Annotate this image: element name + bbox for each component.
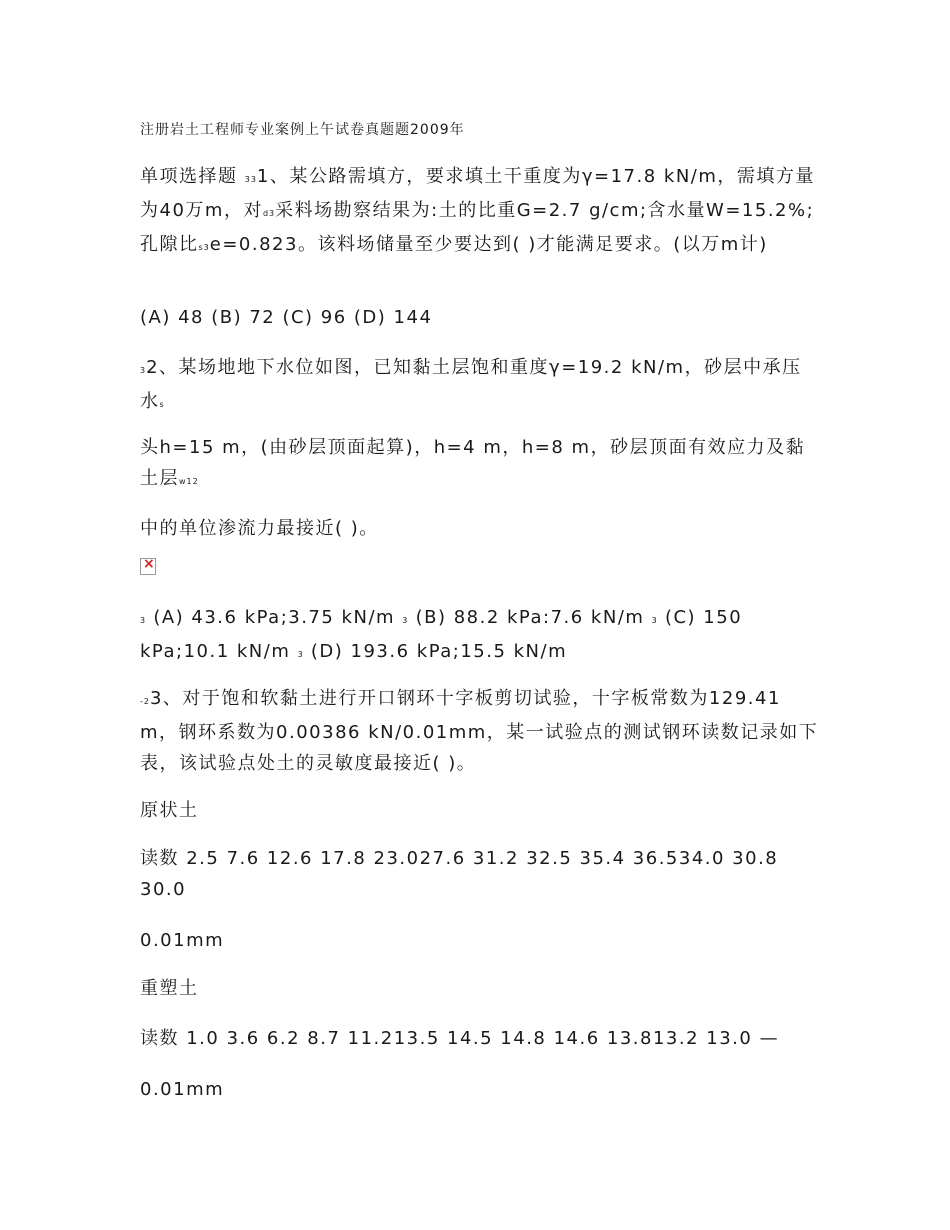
question-1-options: (A) 48 (B) 72 (C) 96 (D) 144 [140,307,433,328]
section-heading: 单项选择题 [140,166,245,187]
option-d: (D) 193.6 kPa;15.5 kN/m [303,641,568,662]
undisturbed-readings: 读数 2.5 7.6 12.6 17.8 23.027.6 31.2 32.5 35.4 36.534.0 30.8 30.0 [140,848,779,900]
question-1-line: e=0.823。该料场储量至少要达到( )才能满足要求。(以万m计) [209,234,768,255]
option-b: (B) 88.2 kPa:7.6 kN/m [408,607,652,628]
subscript-note: 33 [244,175,257,184]
question-3-line: 3、对于饱和软黏土进行开口钢环十字板剪切试验，十字板常数为129.41 m，钢环系数为0.00386 kN/0.01mm，某一试验点的测试钢环读数记录如下表，该试验点处土的灵敏度最接近( )。 [140,688,819,774]
unit-label: 0.01mm [140,1079,225,1100]
option-a: (A) 43.6 kPa;3.75 kN/m [146,607,403,628]
subscript-note: 3 [140,616,147,625]
subscript-note: w12 [179,477,199,486]
subscript-note: s [159,400,165,409]
unit-label: 0.01mm [140,930,225,951]
subscript-note: s3 [198,243,210,252]
question-2-prompt: 中的单位渗流力最接近( )。 [140,518,379,539]
question-1-line: 1、某公路需填方，要求填土干重度为γ=17.8 kN/m，需填方量为40万m，对 [140,166,815,221]
subscript-note: 3 [402,616,409,625]
option-c: (C) 150 kPa;10.1 kN/m [140,607,743,662]
remolded-soil-label: 重塑土 [140,978,199,999]
subscript-note: 3 [140,366,147,375]
question-2-line: 2、某场地地下水位如图，已知黏土层饱和重度γ=19.2 kN/m，砂层中承压水 [140,357,802,412]
question-2-text [140,352,820,420]
question-1-text [140,161,820,263]
subscript-note: d3 [262,209,276,218]
subscript-note: -2 [140,697,150,706]
broken-image-icon [140,558,156,575]
question-1-line: 采料场勘察结果为:土的比重G=2.7 g/cm;含水量W=15.2%;孔隙比 [140,200,815,255]
document-title: 注册岩土工程师专业案例上午试卷真题题2009年 [140,122,465,138]
question-3-text [140,683,820,779]
question-2-line: 头h=15 m，(由砂层顶面起算)，h=4 m，h=8 m，砂层顶面有效应力及黏土层 [140,437,806,489]
subscript-note: 3 [297,650,304,659]
remolded-readings: 读数 1.0 3.6 6.2 8.7 11.213.5 14.5 14.8 14.6 13.813.2 13.0 — [140,1028,780,1049]
question-2-options [140,602,820,670]
undisturbed-soil-label: 原状土 [140,800,199,821]
subscript-note: 3 [651,616,658,625]
question-2-text-cont [140,432,820,497]
